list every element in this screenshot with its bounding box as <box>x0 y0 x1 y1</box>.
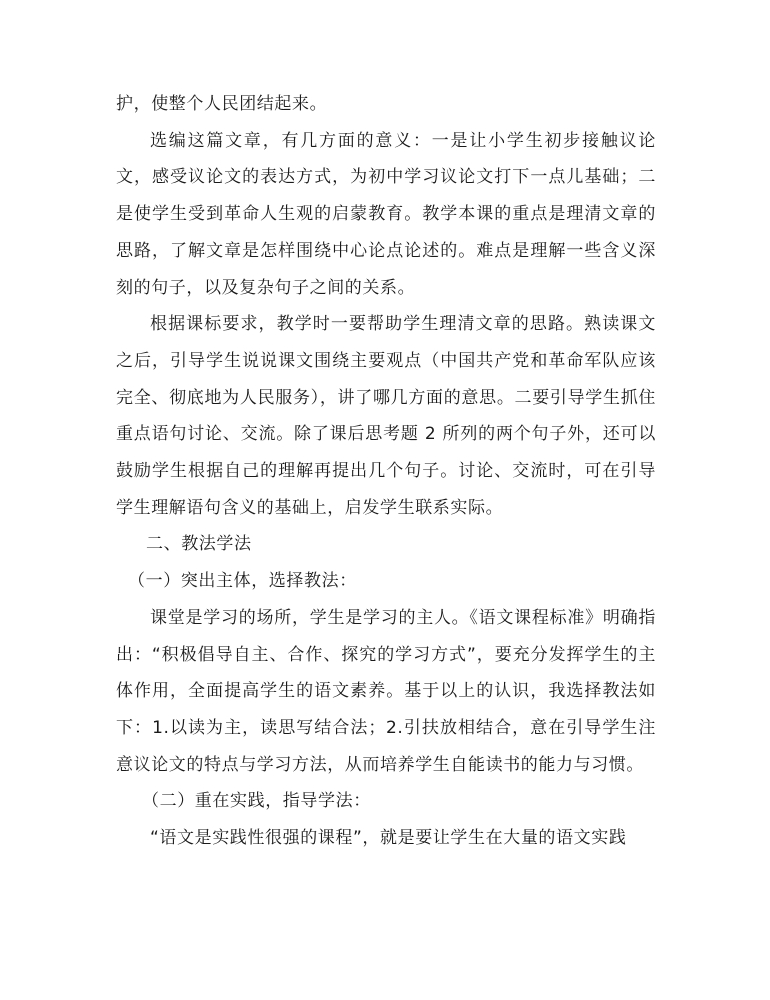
paragraph-continuation: 护，使整个人民团结起来。 <box>116 94 328 114</box>
paragraph-teaching-methods: 课堂是学习的场所，学生是学习的主人。《语文课程标准》明确指出：“积极倡导自主、合作、探究的学习方式”，要充分发挥学生的主体作用，全面提高学生的语文素养。基于以上的认识，我选择教法如下：1.以读为主，读思写结合法；2.引扶放相结合，意在引导学生注意议论文的特点与学习方法，从而培养学生自能读书的能力与习惯。 <box>116 607 656 775</box>
document-body <box>116 86 656 857</box>
paragraph-curriculum: 根据课标要求，教学时一要帮助学生理清文章的思路。熟读课文之后，引导学生说说课文围绕主要观点（中国共产党和革命军队应该完全、彻底地为人民服务），讲了哪几方面的意思。二要引导学生抓住重点语句讨论、交流。除了课后思考题 2 所列的两个句子外，还可以鼓励学生根据自己的理解再提出几个句子。讨论、交流时，可在引导学生理解语句含义的基础上，启发学生联系实际。 <box>116 314 656 518</box>
paragraph-practice: “语文是实践性很强的课程”，就是要让学生在大量的语文实践 <box>150 828 627 849</box>
subsection-heading-learning: （二）重在实践，指导学法： <box>142 791 371 812</box>
subsection-heading-teaching: （一）突出主体，选择教法： <box>128 571 357 592</box>
paragraph-significance: 选编这篇文章，有几方面的意义：一是让小学生初步接触议论文，感受议论文的表达方式，为初中学习议论文打下一点儿基础；二是使学生受到革命人生观的启蒙教育。教学本课的重点是理清文章的思路，了解文章是怎样围绕中心论点论述的。难点是理解一些含义深刻的句子，以及复杂句子之间的关系。 <box>116 130 656 298</box>
section-heading-methods: 二、教法学法 <box>146 534 252 555</box>
